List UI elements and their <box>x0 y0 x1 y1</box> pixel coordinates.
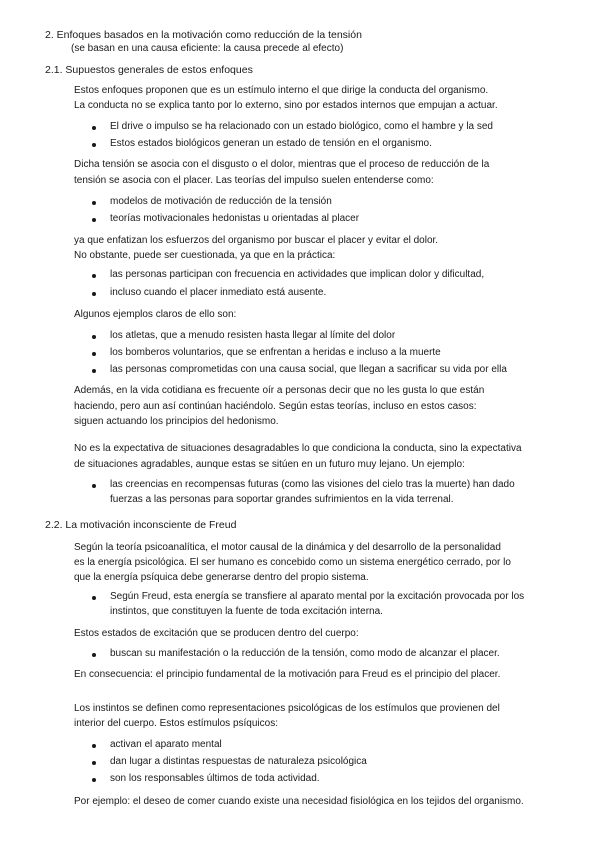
bullet-item: teorías motivacionales hedonistas u orientadas al placer <box>110 213 360 224</box>
paragraph-line: haciendo, pero aun así continúan haciéndolo. Según estas teorías, incluso en estos casos: <box>74 401 477 412</box>
paragraph-line: La conducta no se explica tanto por lo externo, sino por estados internos que empujan a actuar. <box>74 100 498 111</box>
bullet-item: El drive o impulso se ha relacionado con un estado biológico, como el hambre y la sed <box>110 121 493 132</box>
bullet-item: los bomberos voluntarios, que se enfrentan a heridas e incluso a la muerte <box>110 347 441 358</box>
bullet-item: Según Freud, esta energía se transfiere al aparato mental por la excitación provocada por los <box>110 591 525 602</box>
bullet-item: los atletas, que a menudo resisten hasta llegar al límite del dolor <box>110 330 396 341</box>
paragraph-line: tensión se asocia con el placer. Las teorías del impulso suelen entenderse como: <box>74 175 434 186</box>
paragraph-line: Estos enfoques proponen que es un estímulo interno el que dirige la conducta del organismo. <box>74 85 489 96</box>
bullet-item: las personas participan con frecuencia en actividades que implican dolor y dificultad, <box>110 269 485 280</box>
bullet-item: incluso cuando el placer inmediato está ausente. <box>110 287 327 298</box>
bullet-item: las personas comprometidas con una causa social, que llegan a sacrificar su vida por ella <box>110 364 507 375</box>
paragraph-line: Por ejemplo: el deseo de comer cuando existe una necesidad fisiológica en los tejidos del organismo. <box>74 796 524 807</box>
section-2-1-title: 2.1. Supuestos generales de estos enfoques <box>45 64 253 76</box>
paragraph-line: siguen actuando los principios del hedonismo. <box>74 416 279 427</box>
bullet-item: Estos estados biológicos generan un estado de tensión en el organismo. <box>110 138 432 149</box>
bullet-item: modelos de motivación de reducción de la tensión <box>110 196 332 207</box>
paragraph-line: No obstante, puede ser cuestionada, ya que en la práctica: <box>74 250 336 261</box>
bullet-item: buscan su manifestación o la reducción de la tensión, como modo de alcanzar el placer. <box>110 648 500 659</box>
paragraph-line: Los instintos se definen como representaciones psicológicas de los estímulos que provienen del <box>74 703 500 714</box>
paragraph-line: de situaciones agradables, aunque estas se sitúen en un futuro muy lejano. Un ejemplo: <box>74 459 465 470</box>
paragraph-line: Además, en la vida cotidiana es frecuente oír a personas decir que no les gusta lo que están <box>74 385 485 396</box>
bullet-item: dan lugar a distintas respuestas de naturaleza psicológica <box>110 756 367 767</box>
paragraph-line: que la energía psíquica debe generarse dentro del propio sistema. <box>74 572 369 583</box>
bullet-item: activan el aparato mental <box>110 739 222 750</box>
paragraph-line: En consecuencia: el principio fundamental de la motivación para Freud es el principio del placer. <box>74 669 501 680</box>
section-2-title: 2. Enfoques basados en la motivación como reducción de la tensión <box>45 29 362 41</box>
section-2-subtitle: (se basan en una causa eficiente: la causa precede al efecto) <box>71 43 344 54</box>
paragraph-line: Según la teoría psicoanalítica, el motor causal de la dinámica y del desarrollo de la personalidad <box>74 542 501 553</box>
paragraph-line: Algunos ejemplos claros de ello son: <box>74 309 237 320</box>
paragraph-line: No es la expectativa de situaciones desagradables lo que condiciona la conducta, sino la expectativa <box>74 443 522 454</box>
section-2-2-title: 2.2. La motivación inconsciente de Freud <box>45 519 237 531</box>
bullet-item: son los responsables últimos de toda actividad. <box>110 773 320 784</box>
paragraph-line: interior del cuerpo. Estos estímulos psíquicos: <box>74 718 278 729</box>
bullet-item-continuation: fuerzas a las personas para soportar grandes sufrimientos en la vida terrenal. <box>110 494 454 505</box>
bullet-item-continuation: instintos, que constituyen la fuente de toda excitación interna. <box>110 606 383 617</box>
paragraph-line: ya que enfatizan los esfuerzos del organismo por buscar el placer y evitar el dolor. <box>74 235 439 246</box>
paragraph-line: Dicha tensión se asocia con el disgusto o el dolor, mientras que el proceso de reducción de la <box>74 159 490 170</box>
bullet-item: las creencias en recompensas futuras (como las visiones del cielo tras la muerte) han dado <box>110 479 515 490</box>
paragraph-line: es la energía psicológica. El ser humano es concebido como un sistema energético cerrado, por lo <box>74 557 511 568</box>
paragraph-line: Estos estados de excitación que se producen dentro del cuerpo: <box>74 628 359 639</box>
